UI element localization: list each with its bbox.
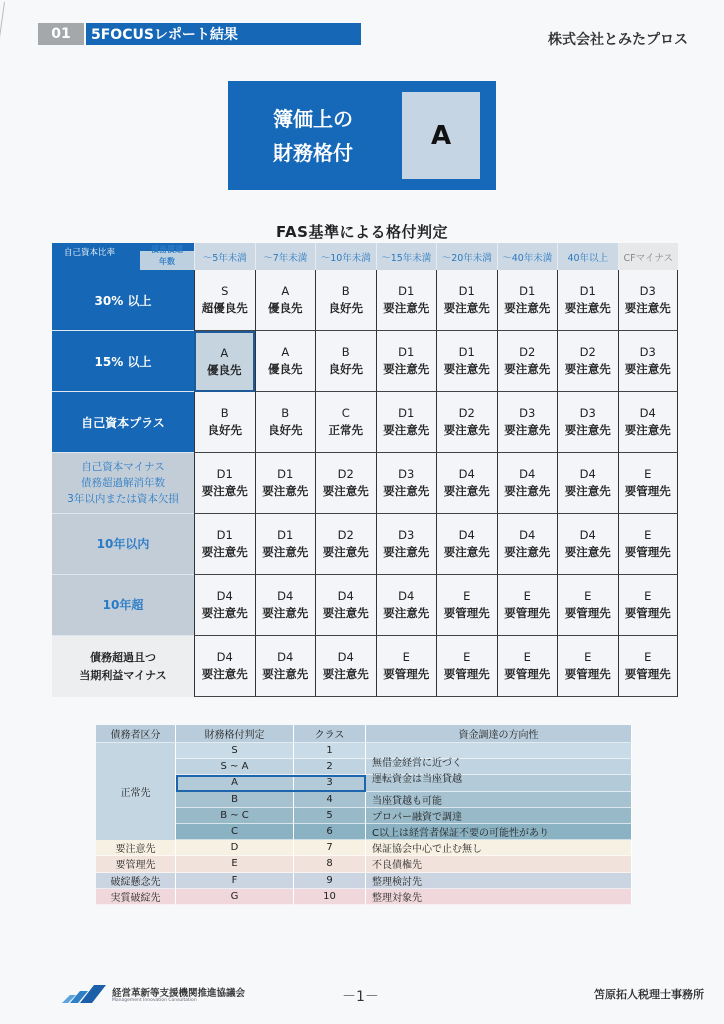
company-name: 株式会社とみたプロス bbox=[548, 32, 688, 48]
grid-cell bbox=[618, 575, 679, 636]
class-number: 5 bbox=[294, 808, 366, 824]
cell-category: 要注意先 bbox=[504, 545, 551, 559]
cell-category: 良好先 bbox=[328, 362, 363, 376]
cell-grade: A bbox=[281, 284, 290, 298]
cell-category: 要管理先 bbox=[504, 606, 551, 620]
cell-category: 要注意先 bbox=[383, 545, 430, 559]
cell-grade: D2 bbox=[458, 406, 475, 420]
grid-cell bbox=[436, 392, 497, 453]
class-row bbox=[96, 840, 632, 856]
cell-grade: D4 bbox=[277, 650, 294, 664]
cell-category: 良好先 bbox=[268, 423, 303, 437]
cell-grade: D4 bbox=[337, 589, 354, 603]
cell-grade: D1 bbox=[458, 345, 475, 359]
cell-category: 要注意先 bbox=[504, 484, 551, 498]
cell-category: 要管理先 bbox=[443, 667, 490, 681]
grid-cell bbox=[376, 453, 437, 514]
cell-category: 要注意先 bbox=[624, 301, 671, 315]
cell-category: 優良先 bbox=[268, 301, 303, 315]
cell-grade: D1 bbox=[277, 467, 294, 481]
grid-cell bbox=[194, 392, 255, 453]
class-row bbox=[176, 808, 632, 824]
class-grade: S ~ A bbox=[176, 759, 294, 775]
cell-grade: D1 bbox=[398, 406, 415, 420]
class-number: 6 bbox=[294, 824, 366, 840]
cell-grade: D2 bbox=[519, 345, 536, 359]
cell-grade: D4 bbox=[458, 467, 475, 481]
class-direction: 当座貸越も可能 bbox=[366, 792, 632, 808]
cell-grade: D2 bbox=[337, 528, 354, 542]
grid-cell bbox=[255, 392, 316, 453]
normal-category-block bbox=[96, 743, 632, 840]
class-category: 実質破綻先 bbox=[96, 889, 176, 905]
row-label: 10年以内 bbox=[52, 514, 194, 575]
class-grade: G bbox=[176, 889, 294, 905]
rating-label: 簿価上の 財務格付 bbox=[273, 106, 353, 165]
cell-category: 要注意先 bbox=[201, 667, 248, 681]
grid-cell bbox=[497, 514, 558, 575]
class-row bbox=[96, 856, 632, 872]
footer-org-name-en: Management Innovation Consultation bbox=[112, 998, 197, 1003]
cell-category: 要管理先 bbox=[624, 484, 671, 498]
grid-cell bbox=[315, 270, 376, 331]
cell-grade: E bbox=[463, 650, 471, 664]
grid-cell bbox=[497, 575, 558, 636]
grid-row bbox=[52, 575, 678, 636]
grid-cell bbox=[255, 514, 316, 575]
cell-grade: E bbox=[644, 650, 652, 664]
grid-cell bbox=[315, 514, 376, 575]
class-grade: B bbox=[176, 792, 294, 808]
cell-category: 優良先 bbox=[268, 362, 303, 376]
class-row bbox=[176, 824, 632, 840]
row-label: 自己資本プラス bbox=[52, 392, 194, 453]
grid-cell bbox=[376, 575, 437, 636]
column-header: ～15年未満 bbox=[376, 243, 437, 270]
class-row bbox=[96, 873, 632, 889]
cell-category: 要注意先 bbox=[262, 606, 309, 620]
grid-cell bbox=[315, 575, 376, 636]
grid-cell bbox=[255, 453, 316, 514]
cell-grade: D1 bbox=[216, 528, 233, 542]
row-label: 10年超 bbox=[52, 575, 194, 636]
cell-grade: D3 bbox=[639, 345, 656, 359]
cell-category: 良好先 bbox=[207, 423, 242, 437]
grid-cell bbox=[497, 392, 558, 453]
grid-row bbox=[52, 392, 678, 453]
grid-cell bbox=[255, 270, 316, 331]
scan-edge-line bbox=[0, 2, 5, 81]
grid-cell bbox=[497, 453, 558, 514]
grid-cell bbox=[557, 514, 618, 575]
grid-cell bbox=[618, 636, 679, 697]
normal-direction-text: 無借金経営に近づく 運転資金は当座貸越 bbox=[372, 757, 462, 785]
row-label: 自己資本マイナス 債務超過解消年数 3年以内または資本欠損 bbox=[52, 453, 194, 514]
grid-cell bbox=[255, 331, 316, 392]
cell-grade: D4 bbox=[579, 467, 596, 481]
column-header: 40年以上 bbox=[557, 243, 618, 270]
cell-category: 要注意先 bbox=[564, 423, 611, 437]
cell-grade: E bbox=[523, 650, 531, 664]
cell-category: 要管理先 bbox=[624, 606, 671, 620]
cell-category: 要注意先 bbox=[383, 484, 430, 498]
cell-grade: E bbox=[523, 589, 531, 603]
cell-category: 要注意先 bbox=[443, 423, 490, 437]
footer-org-name: 経営革新等支援機関推進協議会 bbox=[112, 988, 246, 999]
cell-grade: D4 bbox=[216, 650, 233, 664]
grid-cell bbox=[315, 453, 376, 514]
column-header: ～20年未満 bbox=[436, 243, 497, 270]
grid-cell bbox=[376, 270, 437, 331]
cell-category: 要注意先 bbox=[504, 423, 551, 437]
grid-cell bbox=[557, 392, 618, 453]
cell-category: 要注意先 bbox=[564, 484, 611, 498]
grid-cell bbox=[436, 636, 497, 697]
cell-grade: D3 bbox=[579, 406, 596, 420]
cell-category: 正常先 bbox=[328, 423, 363, 437]
cell-category: 要注意先 bbox=[383, 301, 430, 315]
cell-category: 要注意先 bbox=[201, 484, 248, 498]
rating-grid-table bbox=[52, 243, 678, 697]
class-direction: C以上は経営者保証不要の可能性があり bbox=[366, 824, 632, 840]
grid-cell bbox=[376, 514, 437, 575]
cell-category: 要注意先 bbox=[504, 362, 551, 376]
grid-cell bbox=[618, 453, 679, 514]
grid-cell bbox=[436, 453, 497, 514]
footer-firm-name: 笘原拓人税理士事務所 bbox=[594, 988, 704, 1001]
cell-grade: D3 bbox=[639, 284, 656, 298]
cell-grade: D4 bbox=[458, 528, 475, 542]
cell-grade: D4 bbox=[639, 406, 656, 420]
grid-header-row bbox=[52, 243, 678, 270]
grid-cell bbox=[557, 453, 618, 514]
class-number: 1 bbox=[294, 743, 366, 759]
class-grade: S bbox=[176, 743, 294, 759]
cell-category: 要注意先 bbox=[564, 545, 611, 559]
class-number: 10 bbox=[294, 889, 366, 905]
class-number: 2 bbox=[294, 759, 366, 775]
grid-cell bbox=[618, 514, 679, 575]
cell-category: 要注意先 bbox=[624, 362, 671, 376]
cell-category: 要管理先 bbox=[504, 667, 551, 681]
cell-category: 要注意先 bbox=[322, 606, 369, 620]
class-table-header: 債務者区分 財務格付判定 クラス 資金調達の方向性 bbox=[96, 725, 632, 743]
cell-category: 要注意先 bbox=[322, 667, 369, 681]
grid-cell bbox=[194, 514, 255, 575]
cell-grade: S bbox=[221, 284, 229, 298]
rating-grade: A bbox=[402, 92, 480, 179]
cell-grade: D2 bbox=[337, 467, 354, 481]
rating-box bbox=[228, 81, 496, 190]
grid-cell bbox=[255, 636, 316, 697]
grid-cell bbox=[194, 453, 255, 514]
grid-cell bbox=[315, 392, 376, 453]
cell-grade: E bbox=[463, 589, 471, 603]
class-row bbox=[96, 889, 632, 905]
class-category: 破綻懸念先 bbox=[96, 873, 176, 889]
grid-cell bbox=[557, 331, 618, 392]
grid-cell bbox=[376, 392, 437, 453]
class-grade: D bbox=[176, 840, 294, 856]
cell-grade: E bbox=[584, 589, 592, 603]
cell-category: 優良先 bbox=[207, 362, 242, 377]
cell-category: 要注意先 bbox=[322, 484, 369, 498]
column-axis-label: 債務償還 年数 bbox=[151, 245, 183, 266]
cell-grade: E bbox=[402, 650, 410, 664]
class-row bbox=[176, 792, 632, 808]
cell-grade: D1 bbox=[458, 284, 475, 298]
cell-grade: D3 bbox=[398, 467, 415, 481]
cell-grade: A bbox=[281, 345, 290, 359]
class-direction: 整理対象先 bbox=[366, 889, 632, 905]
cell-category: 超優良先 bbox=[201, 301, 248, 315]
cell-category: 要注意先 bbox=[201, 545, 248, 559]
column-header: ～5年未満 bbox=[194, 243, 255, 270]
section-title: 5FOCUSレポート結果 bbox=[86, 23, 361, 45]
column-header: CFマイナス bbox=[618, 243, 679, 270]
grid-cell bbox=[436, 331, 497, 392]
grid-cell bbox=[194, 331, 255, 392]
category-normal: 正常先 bbox=[96, 743, 176, 840]
cell-category: 要管理先 bbox=[564, 606, 611, 620]
grid-cell bbox=[557, 636, 618, 697]
grid-cell bbox=[497, 270, 558, 331]
class-number: 4 bbox=[294, 792, 366, 808]
section-number: 01 bbox=[38, 23, 84, 45]
cell-grade: D4 bbox=[277, 589, 294, 603]
row-label: 債務超過且つ 当期利益マイナス bbox=[52, 636, 194, 697]
cell-category: 要管理先 bbox=[443, 606, 490, 620]
class-direction: プロパー融資で調達 bbox=[366, 808, 632, 824]
cell-grade: D2 bbox=[579, 345, 596, 359]
cell-grade: B bbox=[220, 406, 229, 420]
grid-cell bbox=[376, 636, 437, 697]
grid-cell bbox=[618, 392, 679, 453]
cell-category: 要注意先 bbox=[262, 667, 309, 681]
column-header: ～40年未満 bbox=[497, 243, 558, 270]
grid-row bbox=[52, 453, 678, 514]
cell-grade: D1 bbox=[277, 528, 294, 542]
class-number: 3 bbox=[294, 775, 366, 791]
cell-grade: D4 bbox=[519, 528, 536, 542]
grid-row bbox=[52, 331, 678, 392]
cell-grade: E bbox=[644, 528, 652, 542]
section-header bbox=[38, 23, 361, 45]
cell-category: 要注意先 bbox=[564, 301, 611, 315]
cell-category: 要注意先 bbox=[383, 362, 430, 376]
page-number: －1－ bbox=[342, 989, 379, 1005]
grid-cell bbox=[557, 575, 618, 636]
class-direction: 保証協会中心で止む無し bbox=[366, 840, 632, 856]
grid-cell bbox=[315, 636, 376, 697]
grid-title: FAS基準による格付判定 bbox=[276, 223, 448, 241]
cell-category: 要注意先 bbox=[262, 545, 309, 559]
cell-category: 要注意先 bbox=[504, 301, 551, 315]
grid-row bbox=[52, 270, 678, 331]
grid-cell bbox=[194, 636, 255, 697]
cell-grade: D1 bbox=[579, 284, 596, 298]
cell-grade: D3 bbox=[398, 528, 415, 542]
grid-corner-cell bbox=[52, 243, 194, 270]
class-grade: A bbox=[176, 775, 294, 791]
class-grade: F bbox=[176, 873, 294, 889]
class-grade: C bbox=[176, 824, 294, 840]
cell-grade: D4 bbox=[519, 467, 536, 481]
grid-row bbox=[52, 514, 678, 575]
row-label: 30% 以上 bbox=[52, 270, 194, 331]
cell-category: 要注意先 bbox=[443, 484, 490, 498]
grid-cell bbox=[376, 331, 437, 392]
grid-cell bbox=[497, 636, 558, 697]
cell-category: 要注意先 bbox=[443, 545, 490, 559]
cell-grade: D3 bbox=[519, 406, 536, 420]
cell-grade: D4 bbox=[216, 589, 233, 603]
column-header: ～7年未満 bbox=[255, 243, 316, 270]
grid-cell bbox=[255, 575, 316, 636]
grid-cell bbox=[436, 514, 497, 575]
cell-category: 要注意先 bbox=[322, 545, 369, 559]
class-grade: B ~ C bbox=[176, 808, 294, 824]
cell-grade: E bbox=[644, 589, 652, 603]
grid-row bbox=[52, 636, 678, 697]
grid-cell bbox=[618, 331, 679, 392]
row-label: 15% 以上 bbox=[52, 331, 194, 392]
grid-cell bbox=[497, 331, 558, 392]
cell-grade: B bbox=[281, 406, 290, 420]
cell-category: 要注意先 bbox=[443, 362, 490, 376]
cell-category: 要注意先 bbox=[564, 362, 611, 376]
cell-category: 要注意先 bbox=[201, 606, 248, 620]
class-direction: 整理検討先 bbox=[366, 873, 632, 889]
class-direction: 不良債権先 bbox=[366, 856, 632, 872]
row-axis-label: 自己資本比率 bbox=[52, 243, 140, 270]
grid-cell bbox=[618, 270, 679, 331]
class-number: 7 bbox=[294, 840, 366, 856]
class-category: 要管理先 bbox=[96, 856, 176, 872]
cell-grade: B bbox=[341, 345, 350, 359]
grid-cell bbox=[194, 575, 255, 636]
cell-category: 要注意先 bbox=[443, 301, 490, 315]
cell-category: 要管理先 bbox=[564, 667, 611, 681]
cell-grade: D1 bbox=[398, 284, 415, 298]
cell-category: 要注意先 bbox=[262, 484, 309, 498]
cell-category: 要管理先 bbox=[624, 667, 671, 681]
cell-grade: D4 bbox=[337, 650, 354, 664]
grid-cell bbox=[436, 575, 497, 636]
cell-grade: B bbox=[341, 284, 350, 298]
grid-cell bbox=[557, 270, 618, 331]
column-header: ～10年未満 bbox=[315, 243, 376, 270]
cell-category: 要管理先 bbox=[624, 545, 671, 559]
grid-cell bbox=[315, 331, 376, 392]
cell-grade: E bbox=[584, 650, 592, 664]
cell-category: 要注意先 bbox=[383, 606, 430, 620]
class-number: 9 bbox=[294, 873, 366, 889]
cell-grade: D1 bbox=[216, 467, 233, 481]
org-logo-icon bbox=[62, 983, 108, 1003]
cell-grade: D4 bbox=[398, 589, 415, 603]
cell-grade: D1 bbox=[398, 345, 415, 359]
cell-grade: D1 bbox=[519, 284, 536, 298]
class-grade: E bbox=[176, 856, 294, 872]
cell-grade: A bbox=[220, 345, 229, 360]
cell-category: 要管理先 bbox=[383, 667, 430, 681]
cell-category: 良好先 bbox=[328, 301, 363, 315]
class-category: 要注意先 bbox=[96, 840, 176, 856]
cell-category: 要注意先 bbox=[383, 423, 430, 437]
cell-grade: E bbox=[644, 467, 652, 481]
class-table bbox=[96, 725, 632, 905]
cell-grade: C bbox=[341, 406, 350, 420]
cell-grade: D4 bbox=[579, 528, 596, 542]
cell-category: 要注意先 bbox=[624, 423, 671, 437]
class-number: 8 bbox=[294, 856, 366, 872]
grid-cell bbox=[436, 270, 497, 331]
grid-cell bbox=[194, 270, 255, 331]
